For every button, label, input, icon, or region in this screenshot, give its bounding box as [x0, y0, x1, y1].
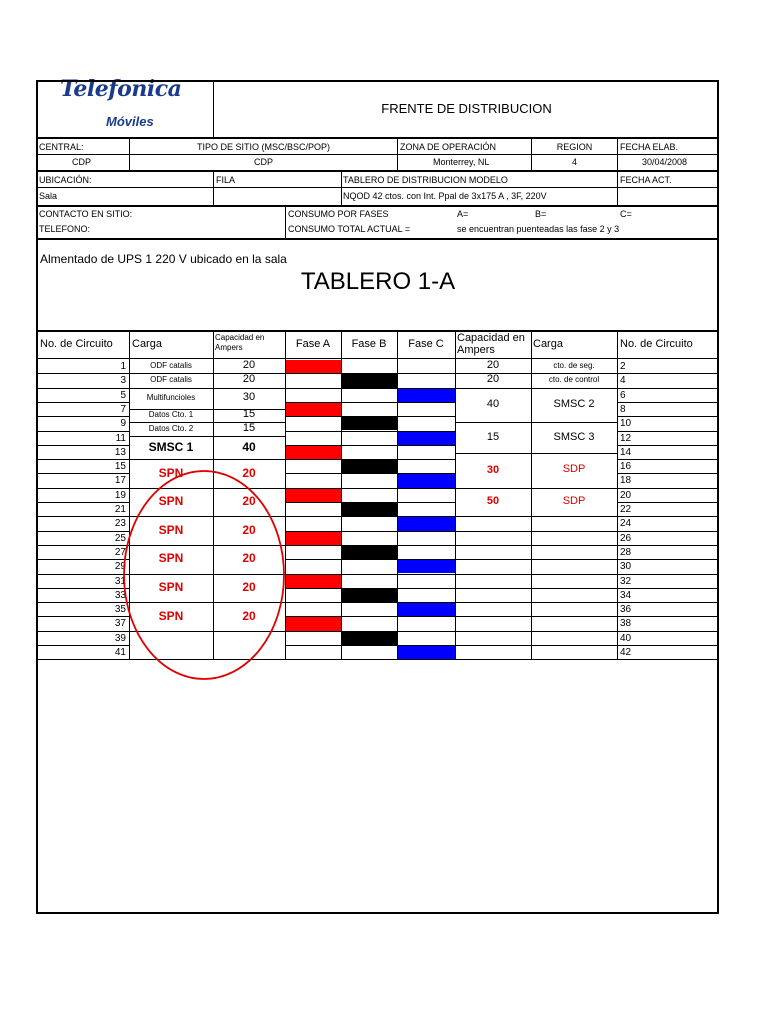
circuit-number-right: 18: [620, 475, 632, 487]
tablero-label: TABLERO DE DISTRIBUCION MODELO: [343, 175, 508, 185]
circuit-number-left: 31: [114, 575, 126, 587]
circuit-number-right: 30: [620, 561, 632, 573]
circuit-number-left: 37: [114, 618, 126, 630]
load-capacity-left: 20: [242, 551, 256, 566]
load-name-left: SPN: [158, 494, 184, 509]
load-name-right: cto. de control: [548, 375, 600, 385]
header-capacidad-right: Capacidad en Ampers: [457, 332, 525, 356]
circuit-number-left: 25: [114, 532, 126, 544]
fecha-act-label: FECHA ACT.: [620, 175, 672, 185]
load-capacity-right: 15: [486, 430, 500, 443]
consumo-total-label: CONSUMO TOTAL ACTUAL =: [288, 224, 411, 234]
load-name-right: SDP: [562, 494, 586, 507]
consumo-total-note: se encuentran puenteadas las fase 2 y 3: [457, 224, 620, 234]
region-label: REGION: [556, 142, 593, 152]
load-capacity-left: 20: [242, 522, 256, 537]
circuit-number-right: 38: [620, 618, 632, 630]
circuit-number-left: 15: [114, 461, 126, 473]
circuit-number-left: 9: [120, 418, 126, 430]
load-capacity-left: 40: [242, 439, 256, 454]
circuit-number-right: 10: [620, 418, 632, 430]
circuit-number-right: 12: [620, 432, 632, 444]
load-capacity-left: 20: [242, 608, 256, 623]
circuit-number-left: 23: [114, 518, 126, 530]
circuit-number-right: 4: [620, 375, 626, 387]
header-circuito-right: No. de Circuito: [620, 338, 693, 350]
load-capacity-left: 20: [242, 373, 256, 386]
tipo-sitio-value: CDP: [253, 157, 273, 167]
load-name-right: SMSC 2: [553, 397, 595, 410]
load-capacity-left: 20: [242, 465, 256, 480]
circuit-number-right: 16: [620, 461, 632, 473]
central-label: CENTRAL:: [39, 142, 84, 152]
fila-label: FILA: [216, 175, 236, 185]
load-name-left: Datos Cto. 1: [148, 410, 194, 420]
load-capacity-right: 20: [486, 359, 500, 372]
circuit-number-left: 29: [114, 561, 126, 573]
circuit-number-right: 8: [620, 403, 626, 415]
circuit-number-right: 32: [620, 575, 632, 587]
load-capacity-right: 50: [486, 495, 500, 507]
circuit-number-left: 17: [114, 475, 126, 487]
circuit-number-right: 24: [620, 518, 632, 530]
circuit-number-right: 28: [620, 546, 632, 558]
circuit-number-left: 1: [120, 361, 126, 372]
circuit-number-left: 21: [114, 504, 126, 515]
circuit-number-right: 14: [620, 446, 632, 458]
circuit-number-right: 22: [620, 504, 632, 515]
circuit-number-left: 33: [114, 589, 126, 601]
spn-circle-ellipse: [124, 471, 284, 679]
circuit-number-right: 42: [620, 647, 632, 658]
fase-c-consumo-label: C=: [620, 209, 632, 219]
circuit-number-right: 2: [620, 361, 626, 372]
company-logo-line2: Móviles: [106, 114, 154, 129]
load-name-right: cto. de seg.: [553, 360, 595, 370]
circuit-number-left: 11: [115, 432, 126, 444]
circuit-number-left: 35: [114, 604, 126, 616]
panel-title: TABLERO 1-A: [300, 268, 456, 295]
header-fase-c: Fase C: [408, 338, 444, 350]
circuit-number-right: 26: [620, 532, 632, 544]
circuit-number-right: 6: [620, 389, 626, 401]
telefono-label: TELEFONO:: [39, 224, 91, 234]
circuit-number-left: 39: [114, 632, 126, 644]
circuit-number-left: 5: [120, 389, 126, 401]
load-capacity-left: 15: [242, 421, 256, 434]
circuit-number-right: 34: [620, 589, 632, 601]
company-logo-line1: Telefonica: [60, 76, 182, 102]
header-carga-right: Carga: [533, 338, 563, 350]
header-fase-a: Fase A: [295, 338, 331, 350]
load-capacity-left: 15: [242, 408, 256, 421]
circuit-number-right: 20: [620, 489, 632, 501]
tablero-value: NQOD 42 ctos. con Int. Ppal de 3x175 A , 3F, 220V: [343, 191, 547, 201]
circuit-number-left: 7: [120, 403, 126, 415]
load-capacity-left: 20: [242, 580, 256, 594]
fase-b-consumo-label: B=: [535, 209, 547, 219]
header-capacidad-left: Capacidad en Ampers: [215, 333, 265, 352]
circuit-number-left: 13: [114, 446, 126, 458]
circuit-number-left: 41: [114, 647, 126, 658]
load-name-left: SPN: [158, 580, 184, 594]
load-name-left: Datos Cto. 2: [148, 423, 194, 433]
fase-a-consumo-label: A=: [457, 209, 469, 219]
load-capacity-left: 30: [242, 391, 256, 404]
load-name-right: SDP: [562, 463, 586, 476]
circuit-number-right: 40: [620, 632, 632, 644]
ubicacion-value: Sala: [39, 191, 58, 201]
load-name-left: ODF catalis: [150, 375, 192, 385]
zona-label: ZONA DE OPERACIÓN: [400, 142, 497, 152]
load-name-left: Multifuncioles: [146, 393, 196, 403]
header-fase-b: Fase B: [351, 338, 387, 350]
load-name-left: SMSC 1: [148, 439, 194, 454]
consumo-fases-label: CONSUMO POR FASES: [288, 209, 389, 219]
circuit-number-right: 36: [620, 604, 632, 616]
zona-value: Monterrey, NL: [433, 157, 490, 167]
load-capacity-right: 40: [486, 397, 500, 410]
central-value: CDP: [72, 157, 92, 167]
circuit-number-left: 19: [114, 489, 126, 501]
load-capacity-left: 20: [242, 494, 256, 509]
header-carga-left: Carga: [132, 338, 162, 350]
load-name-left: SPN: [158, 608, 184, 623]
load-capacity-right: 20: [486, 373, 500, 386]
contacto-label: CONTACTO EN SITIO:: [39, 209, 133, 219]
fecha-elab-label: FECHA ELAB.: [620, 142, 679, 152]
header-circuito-left: No. de Circuito: [40, 338, 113, 350]
load-name-left: ODF catalis: [150, 360, 192, 370]
fecha-elab-value: 30/04/2008: [642, 157, 688, 167]
load-name-left: SPN: [158, 522, 184, 537]
panel-note: Almentado de UPS 1 220 V ubicado en la sala: [40, 252, 287, 266]
load-name-right: SMSC 3: [553, 430, 595, 443]
load-capacity-right: 30: [486, 463, 500, 476]
load-name-left: SPN: [158, 465, 184, 480]
page-title: FRENTE DE DISTRIBUCION: [381, 101, 552, 116]
load-name-left: SPN: [158, 551, 184, 566]
ubicacion-label: UBICACIÓN:: [39, 175, 92, 185]
region-value: 4: [571, 157, 577, 167]
circuit-number-left: 27: [114, 546, 126, 558]
tipo-sitio-label: TIPO DE SITIO (MSC/BSC/POP): [196, 142, 330, 152]
load-capacity-left: 20: [242, 359, 256, 371]
circuit-number-left: 3: [120, 375, 126, 387]
